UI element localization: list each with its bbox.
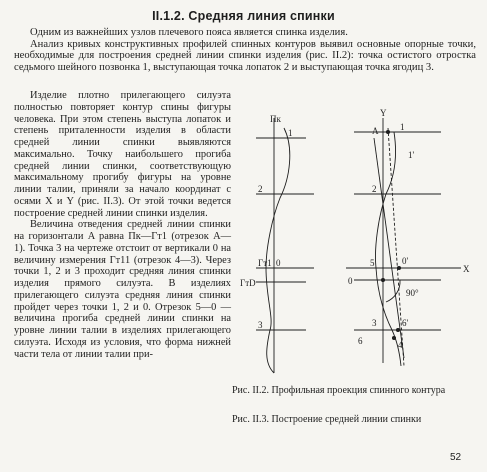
figure-construction-labels (348, 108, 470, 350)
point-6prime (396, 328, 399, 331)
label-a: A (372, 126, 379, 136)
intro-paragraph-1: Одним из важнейших узлов плечевого пояса является спинка изделия. (30, 27, 348, 38)
label-angle: 90° (406, 288, 419, 298)
figure-caption-ii3: Рис. II.3. Построение средней линии спинки (232, 414, 422, 425)
label-waist: Гт1 (258, 258, 272, 268)
label-0-prime: 0' (402, 256, 409, 266)
label-point-2: 2 (258, 184, 263, 194)
intro-paragraph-2: Анализ кривых конструктивных профилей спинных контуров выявил основные опорные точки, необходимые для построения средней линии спинки изделия (рис. II.2): точка остистого отростка седьмого шейного позвонка 1, выступающая точка лопаток 2 и выступающая точка ягодиц 3. (14, 38, 476, 74)
label-1: 1 (400, 122, 405, 132)
label-point-0: 0 (276, 258, 281, 268)
point-a (386, 130, 389, 133)
label-6-prime: 6' (402, 318, 409, 328)
label-point-3: 3 (258, 320, 263, 330)
figure-caption-ii2: Рис. II.2. Профильная проекция спинного контура (232, 385, 446, 396)
label-6: 6 (358, 336, 363, 346)
label-y-axis: Y (380, 108, 387, 118)
figure-profile-projection (256, 118, 314, 373)
section-heading: II.1.2. Средняя линия спинки (152, 9, 335, 23)
label-hip: ГтD (240, 278, 256, 288)
label-3: 3 (372, 318, 377, 328)
label-x-axis: X (463, 264, 470, 274)
intro-text (14, 27, 476, 74)
column-paragraph-1: Изделие плотно прилегающего силуэта полностью повторяет контур спины фигуры человека. При этом степень выступа лопаток и степень приталенности изделия в области средней линии спинки выявляются максимально. Точку наибольшего прогиба средней линии спинки, соответствующую максимальному прогибу фигуры на уровне линии талии, приняли за начало координат с осями X и Y (рис. II.3). От этой точки ведется построение средней линии спинки изделия. (14, 90, 231, 219)
figure-profile-labels (240, 114, 293, 330)
figures (236, 108, 480, 386)
point-4 (392, 336, 395, 339)
point-5 (381, 278, 384, 281)
label-top: Пк (270, 114, 281, 124)
back-profile-curve (266, 128, 290, 373)
label-1-prime: 1' (408, 150, 415, 160)
right-angle-mark (386, 280, 400, 302)
label-0: 0 (348, 276, 353, 286)
label-point-1: 1 (288, 128, 293, 138)
label-4: 4 (398, 340, 403, 350)
page-number: 52 (450, 452, 462, 463)
column-paragraph-2: Величина отведения средней линии спинки на горизонтали A равна Пк—Гт1 (отрезок A—1). Точка 3 на чертеже отстоит от вертикали 0 на величину измерения Гт11 (отрезок 4—3). Через точки 1, 2 и 3 проходит средняя линия спинки изделия прямого силуэта. В изделиях прилегающего силуэта средняя линия спинки пройдет через точки 1, 2 и 0. Отрезок 5—0 — величина прогиба средней линии спинки на уровне линии талии в изделиях прилегающего силуэта. Исходя из условия, что форма нижней части тела от линии талии при- (14, 219, 231, 360)
point-0prime (397, 266, 400, 269)
construction-line-2 (374, 138, 404, 358)
label-5: 5 (370, 258, 375, 268)
figure-back-line-construction (346, 118, 461, 366)
left-column-text (14, 90, 231, 360)
label-2: 2 (372, 184, 377, 194)
